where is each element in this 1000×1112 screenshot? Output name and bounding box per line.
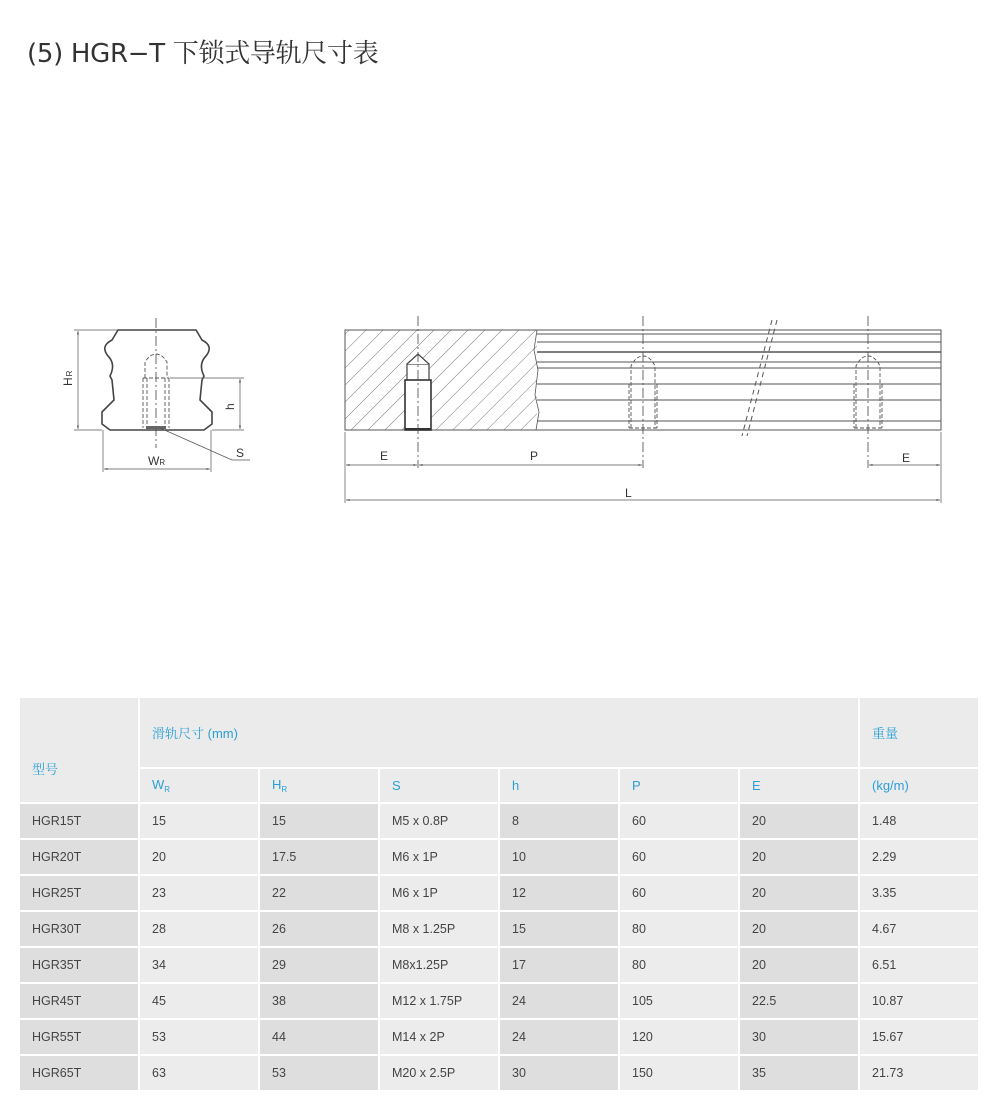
cell-hr: 38: [260, 984, 378, 1018]
header-col-e: E: [740, 769, 858, 802]
cell-p: 105: [620, 984, 738, 1018]
cell-model: HGR25T: [20, 876, 138, 910]
cell-s: M8 x 1.25P: [380, 912, 498, 946]
h-label: h: [223, 403, 237, 410]
cell-wr: 23: [140, 876, 258, 910]
profile-lines: [537, 334, 941, 421]
header-col-hr: $H_R$: [260, 769, 378, 802]
cell-weight: 1.48: [860, 804, 978, 838]
cell-wr: 20: [140, 840, 258, 874]
cell-hr: 44: [260, 1020, 378, 1054]
cell-e: 20: [740, 876, 858, 910]
cell-e: 20: [740, 948, 858, 982]
cell-weight: 4.67: [860, 912, 978, 946]
header-dims-group: 滑轨尺寸 (mm): [140, 698, 858, 767]
cell-p: 120: [620, 1020, 738, 1054]
cell-e: 20: [740, 840, 858, 874]
table-row: [20, 948, 978, 982]
rail-side-view: [345, 316, 941, 503]
cell-model: HGR55T: [20, 1020, 138, 1054]
cell-h: 24: [500, 984, 618, 1018]
wr-label: WR: [148, 454, 166, 468]
cell-weight: 6.51: [860, 948, 978, 982]
header-col-wr: $W_R$: [140, 769, 258, 802]
header-weight: 重量: [860, 698, 978, 767]
cell-p: 80: [620, 948, 738, 982]
cell-weight: 15.67: [860, 1020, 978, 1054]
length-break-marks: [742, 320, 777, 436]
cell-hr: 53: [260, 1056, 378, 1090]
rail-profile-outline: [102, 330, 212, 430]
rail-dimension-drawing: [0, 300, 1000, 520]
cell-wr: 15: [140, 804, 258, 838]
cell-p: 80: [620, 912, 738, 946]
table-row: [20, 1056, 978, 1090]
table-body: [20, 804, 978, 1090]
cell-s: M6 x 1P: [380, 876, 498, 910]
l-label: L: [625, 486, 632, 500]
header-col-p: P: [620, 769, 738, 802]
cell-h: 12: [500, 876, 618, 910]
cell-p: 60: [620, 840, 738, 874]
cell-p: 60: [620, 804, 738, 838]
header-col-h: h: [500, 769, 618, 802]
table-row: [20, 876, 978, 910]
table-row: [20, 1020, 978, 1054]
e-left-label: E: [380, 449, 389, 463]
cell-e: 35: [740, 1056, 858, 1090]
cell-weight: 2.29: [860, 840, 978, 874]
cell-s: M6 x 1P: [380, 840, 498, 874]
cell-wr: 28: [140, 912, 258, 946]
cell-e: 22.5: [740, 984, 858, 1018]
cell-model: HGR45T: [20, 984, 138, 1018]
cell-model: HGR65T: [20, 1056, 138, 1090]
cell-h: 8: [500, 804, 618, 838]
cell-s: M5 x 0.8P: [380, 804, 498, 838]
cell-weight: 3.35: [860, 876, 978, 910]
table-row: [20, 912, 978, 946]
rail-dimension-table: [18, 696, 980, 1092]
cell-h: 17: [500, 948, 618, 982]
table-row: [20, 840, 978, 874]
cell-h: 24: [500, 1020, 618, 1054]
cell-hr: 15: [260, 804, 378, 838]
cell-hr: 17.5: [260, 840, 378, 874]
hatched-section: [345, 330, 537, 430]
cell-p: 150: [620, 1056, 738, 1090]
cell-weight: 21.73: [860, 1056, 978, 1090]
cell-s: M14 x 2P: [380, 1020, 498, 1054]
s-label: S: [236, 446, 245, 460]
table-row: [20, 984, 978, 1018]
cell-s: M20 x 2.5P: [380, 1056, 498, 1090]
cell-e: 20: [740, 804, 858, 838]
cell-s: M12 x 1.75P: [380, 984, 498, 1018]
cell-p: 60: [620, 876, 738, 910]
cell-model: HGR35T: [20, 948, 138, 982]
thread-s-mark: [146, 426, 166, 429]
cell-s: M8x1.25P: [380, 948, 498, 982]
cell-model: HGR20T: [20, 840, 138, 874]
header-model: 型号: [20, 698, 138, 802]
cell-wr: 45: [140, 984, 258, 1018]
cell-hr: 26: [260, 912, 378, 946]
p-label: P: [530, 449, 539, 463]
cell-hr: 22: [260, 876, 378, 910]
cell-wr: 53: [140, 1020, 258, 1054]
rail-cross-section: [61, 318, 250, 472]
cell-wr: 63: [140, 1056, 258, 1090]
cell-e: 20: [740, 912, 858, 946]
cell-weight: 10.87: [860, 984, 978, 1018]
page-title: (5) HGR−T 下锁式导轨尺寸表: [27, 39, 379, 69]
cell-hr: 29: [260, 948, 378, 982]
cell-h: 10: [500, 840, 618, 874]
cell-wr: 34: [140, 948, 258, 982]
cell-model: HGR30T: [20, 912, 138, 946]
cell-h: 15: [500, 912, 618, 946]
cell-e: 30: [740, 1020, 858, 1054]
cell-model: HGR15T: [20, 804, 138, 838]
header-weight-unit: (kg/m): [860, 769, 978, 802]
e-right-label: E: [902, 451, 911, 465]
table-row: [20, 804, 978, 838]
header-col-s: S: [380, 769, 498, 802]
cell-h: 30: [500, 1056, 618, 1090]
hr-label: HR: [61, 370, 75, 386]
